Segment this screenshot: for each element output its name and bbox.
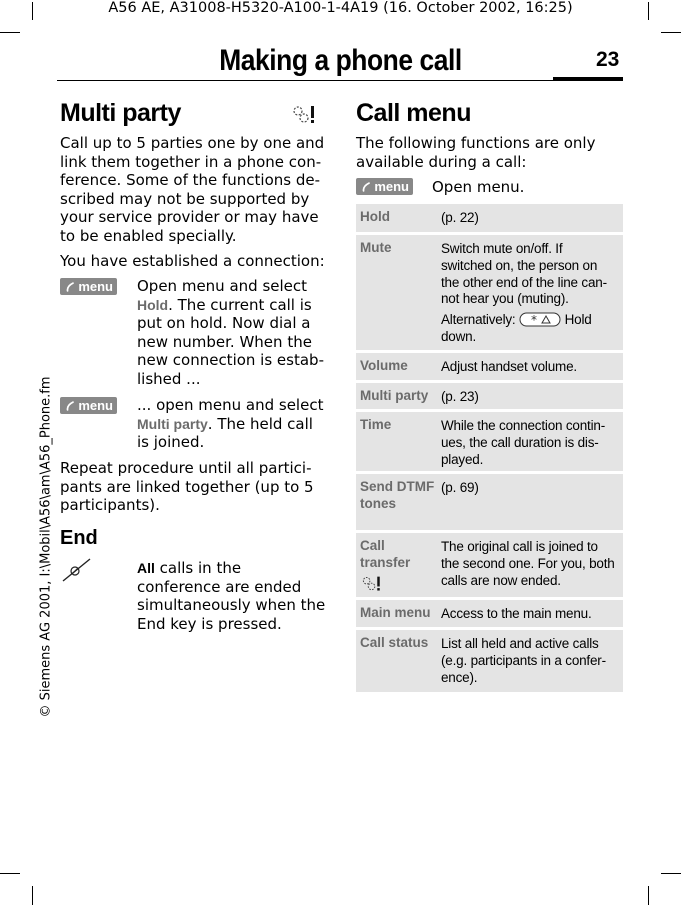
table-row (356, 600, 623, 627)
row-label: Hold (360, 209, 390, 224)
crop-mark (0, 873, 20, 874)
alternative-b: Hold down. (441, 312, 592, 344)
step2-a: ... open menu and select (137, 396, 324, 414)
menu-key-label: menu (78, 398, 113, 413)
crop-mark (648, 886, 649, 905)
row-description: Adjust handset volume. (441, 359, 577, 374)
step2-b: . The held call is joined. (137, 414, 313, 452)
row-description: Access to the main menu. (441, 606, 592, 621)
repeat-text: Repeat procedure until all partici-pants are linked together (up to 5 participants). (60, 459, 314, 515)
row-label: Time (360, 417, 392, 432)
row-description-block (437, 235, 623, 350)
call-menu-heading: Call menu (356, 99, 471, 127)
row-description: (p. 23) (441, 389, 479, 404)
step2-text (137, 396, 327, 452)
row-label: Main menu (360, 605, 431, 620)
row-label: Multi party (360, 388, 429, 403)
end-heading: End (60, 527, 98, 549)
menu-key-label: menu (78, 279, 113, 294)
row-label: Mute (360, 240, 392, 255)
step1-a: Open menu and select (137, 277, 308, 295)
step1-b: . The current call is put on hold. Now dial a new number. When the new connection is estab-lished ... (137, 295, 324, 388)
alternative-a: Alternatively: (441, 312, 520, 328)
table-row (356, 474, 623, 530)
step2-keyword: Multi party (137, 415, 208, 432)
call-menu-table (356, 204, 623, 695)
star-key-icon (519, 312, 561, 327)
copyright-sidebar: © Siemens AG 2001, I:\Mobil\A56\am\A56_Phone.fm (38, 376, 54, 718)
network-dependent-icon (360, 575, 388, 593)
network-dependent-icon (290, 104, 324, 130)
call-key-icon (362, 181, 371, 193)
step1-text (137, 277, 325, 389)
table-row (356, 533, 623, 597)
call-key-icon (66, 281, 75, 293)
table-row (356, 383, 623, 409)
crop-mark (661, 873, 681, 874)
table-row (356, 235, 623, 350)
row-description: The original call is joined to the second one. For you, both calls are now ended. (441, 539, 615, 588)
open-menu-text: Open menu. (432, 178, 525, 196)
crop-mark (661, 32, 681, 33)
table-row (356, 412, 623, 471)
multi-party-heading: Multi party (60, 99, 181, 127)
title-rule (57, 80, 623, 81)
established-text: You have established a connection: (60, 252, 325, 270)
row-label: Call transfer (360, 538, 411, 570)
row-description: While the connection contin-ues, the call duration is dis-played. (441, 418, 605, 467)
multi-party-intro: Call up to 5 parties one by one and link them together in a phone con-ference. Some of the functions de-scribed may not be supported by your service provider or may have to be enabled specially. (60, 134, 325, 245)
call-menu-intro: The following functions are only available during a call: (356, 134, 596, 171)
row-description: (p. 69) (441, 480, 479, 495)
table-row (356, 204, 623, 232)
menu-key (356, 178, 413, 195)
crop-mark (32, 886, 33, 905)
page-number: 23 (596, 48, 620, 71)
step1-keyword: Hold (137, 296, 169, 313)
table-row (356, 630, 623, 692)
end-keyword: All (137, 560, 155, 576)
call-key-icon (66, 400, 75, 412)
row-description: (p. 22) (441, 210, 479, 225)
row-description: Switch mute on/off. If switched on, the person on the other end of the line can-not hear you (muting). (441, 241, 607, 307)
row-label: Call status (360, 635, 429, 650)
page-number-rule (553, 77, 623, 80)
page-title: Making a phone call (219, 44, 462, 77)
row-label: Volume (360, 358, 408, 373)
svg-text:*: * (531, 313, 537, 328)
menu-key (60, 278, 117, 295)
menu-key-label: menu (374, 179, 409, 194)
end-key-icon (60, 556, 94, 588)
alternative-line (441, 312, 615, 346)
end-text (137, 559, 327, 633)
document-header: A56 AE, A31008-H5320-A100-1-4A19 (16. October 2002, 16:25) (108, 0, 573, 16)
row-label-block (356, 533, 437, 597)
crop-mark (0, 32, 20, 33)
end-description: calls in the conference are ended simultaneously when the End key is pressed. (137, 559, 326, 633)
menu-key (60, 397, 117, 414)
row-label: Send DTMF tones (360, 479, 435, 511)
table-row (356, 353, 623, 380)
row-description: List all held and active calls (e.g. participants in a confer-ence). (441, 636, 606, 685)
